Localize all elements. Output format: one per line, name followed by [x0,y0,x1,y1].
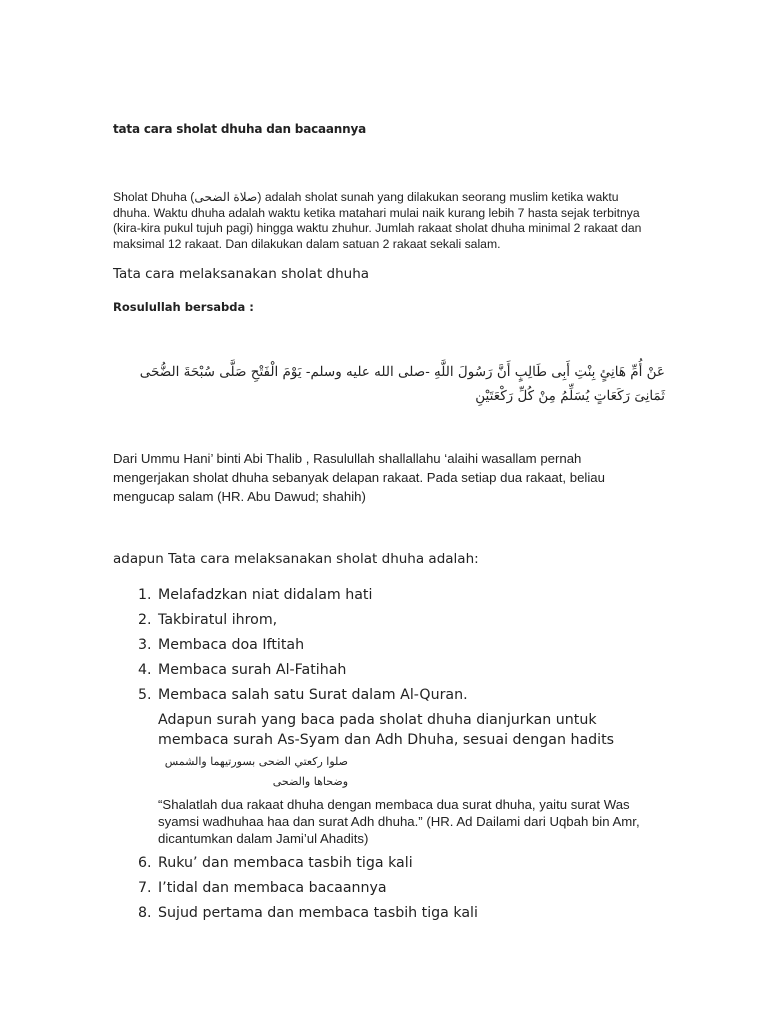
hadith-arabic-text: عَنْ أُمِّ هَانِئٍ بِنْتِ أَبِى طَالِبٍ أَنَّ رَسُولَ اللَّهِ -صلى الله عليه وسلم- يَوْمَ الْفَتْحِ صَلَّى سُبْحَةَ الضُّحَى ثَمَانِىَ رَكَعَاتٍ يُسَلِّمُ مِنْ كُلِّ رَكْعَتَيْنِ [139,364,665,404]
step-text: I’tidal dan membaca bacaannya [158,880,387,896]
steps-intro: adapun Tata cara melaksanakan sholat dhuha adalah: [113,551,479,567]
step-text: Ruku’ dan membaca tasbih tiga kali [158,855,413,871]
step-number: 8. [138,905,152,921]
step-text: Membaca doa Iftitah [158,637,305,653]
list-item [113,585,673,610]
steps-list [113,585,673,928]
list-item [113,878,673,903]
step-number: 4. [138,662,152,678]
section-heading: Tata cara melaksanakan sholat dhuha [113,266,370,282]
list-item [113,635,673,660]
step-text: Membaca salah satu Surat dalam Al-Quran. [158,687,468,703]
list-item [113,903,673,928]
step-text: Membaca surah Al-Fatihah [158,662,347,678]
document-title: tata cara sholat dhuha dan bacaannya [113,122,367,136]
step-text: Sujud pertama dan membaca tasbih tiga kali [158,905,478,921]
rosul-label: Rosulullah bersabda : [113,300,254,314]
list-item [113,853,673,878]
list-item [113,610,673,635]
step5-detail [158,710,658,847]
step-number: 1. [138,587,152,603]
hadith-translation: Dari Ummu Hani’ binti Abi Thalib , Rasulullah shallallahu ‘alaihi wasallam pernah mengerjakan sholat dhuha sebanyak delapan rakaat. Pada setiap dua rakaat, beliau mengucap salam (HR. Abu Dawud; shahih) [113,451,605,504]
step5-quote: “Shalatlah dua rakaat dhuha dengan membaca dua surat dhuha, yaitu surat Was syamsi wadhuhaa haa dan surat Adh dhuha.” (HR. Ad Dailami dari Uqbah bin Amr, dicantumkan dalam Jami’ul Ahadits) [158,797,640,846]
step-number: 2. [138,612,152,628]
step-number: 5. [138,687,152,703]
step-text: Melafadzkan niat didalam hati [158,587,373,603]
list-item [113,685,673,710]
step5-detail-text: Adapun surah yang baca pada sholat dhuha dianjurkan untuk membaca surah As-Syam dan Adh Dhuha, sesuai dengan hadits [158,712,615,748]
step-number: 6. [138,855,152,871]
step-text: Takbiratul ihrom, [158,612,278,628]
step5-arabic-text: صلوا ركعتي الضحى بسورتيهما والشمس وضحاها والضحى [164,755,348,788]
intro-paragraph: Sholat Dhuha (صلاة الضحى) adalah sholat sunah yang dilakukan seorang muslim ketika waktu dhuha. Waktu dhuha adalah waktu ketika matahari mulai naik kurang lebih 7 hasta sejak terbitnya (kira-kira pukul tujuh pagi) hingga waktu zhuhur. Jumlah rakaat sholat dhuha minimal 2 rakaat dan maksimal 12 rakaat. Dan dilakukan dalam satuan 2 rakaat sekali salam. [113,190,642,251]
list-item [113,660,673,685]
step-number: 7. [138,880,152,896]
step-number: 3. [138,637,152,653]
